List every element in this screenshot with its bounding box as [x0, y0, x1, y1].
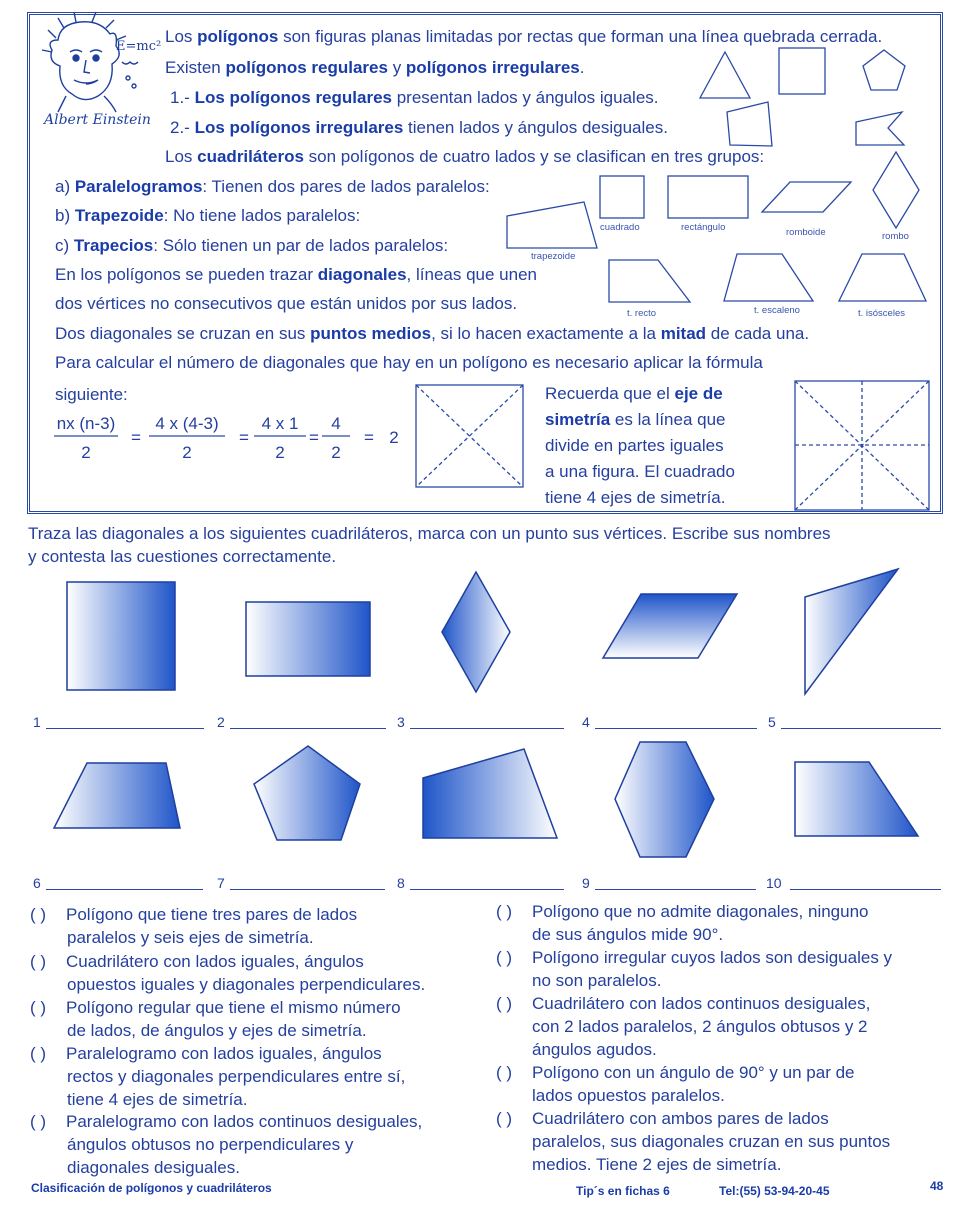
info-line-c: c) Trapecios: Sólo tienen un par de lados paralelos:: [55, 236, 449, 255]
info-line-a: a) Paralelogramos: Tienen dos pares de lados paralelos:: [55, 177, 490, 196]
exercise-shape-3: [442, 572, 510, 692]
exercise-shape-1: [67, 582, 175, 690]
answer-line-5[interactable]: [781, 728, 941, 729]
exercise-shape-5: [805, 569, 898, 694]
answer-paren[interactable]: ( ): [496, 994, 513, 1013]
question-left-2: ( ) Cuadrilátero con lados iguales, ángulos opuestos iguales y diagonales perpendiculares.: [30, 952, 426, 994]
answer-number-6: 6: [33, 875, 41, 891]
answer-line-8[interactable]: [410, 889, 564, 890]
sym-line-1: Recuerda que el eje de: [545, 384, 723, 403]
footer-phone: Tel:(55) 53-94-20-45: [719, 1184, 830, 1198]
label-cuadrado: cuadrado: [600, 222, 640, 233]
formula-n3: 4 x 1: [261, 414, 299, 433]
pentagon-shape: [863, 50, 905, 90]
answer-number-3: 3: [397, 714, 405, 730]
answer-number-10: 10: [766, 875, 782, 891]
answer-paren[interactable]: ( ): [496, 1109, 513, 1128]
info-line-f1: Para calcular el número de diagonales que hay en un polígono es necesario aplicar la fórmula: [55, 353, 763, 372]
info-line-f2: siguiente:: [55, 385, 128, 404]
answer-paren[interactable]: ( ): [30, 998, 47, 1017]
label-trapezoide: trapezoide: [531, 251, 576, 262]
exercise-shape-4: [603, 594, 737, 658]
instructions-line-2: y contesta las cuestiones correctamente.: [28, 547, 337, 566]
info-line-d1: En los polígonos se pueden trazar diagonales, líneas que unen: [55, 265, 537, 284]
answer-paren[interactable]: ( ): [30, 1112, 47, 1131]
info-line-2: Existen polígonos regulares y polígonos irregulares.: [165, 58, 585, 77]
trapezoide-shape: [507, 202, 597, 248]
info-line-5: Los cuadriláteros son polígonos de cuatro lados y se clasifican en tres grupos:: [165, 147, 765, 166]
question-left-4: ( ) Paralelogramo con lados iguales, ángulos rectos y diagonales perpendiculares entre sí, tiene 4 ejes de simetría.: [30, 1044, 406, 1109]
romboide-shape: [762, 182, 851, 212]
question-right-1: ( ) Polígono que no admite diagonales, ninguno de sus ángulos mide 90°.: [496, 902, 869, 944]
triangle-shape: [700, 52, 750, 98]
info-line-b: b) Trapezoide: No tiene lados paralelos:: [55, 206, 361, 225]
answer-number-4: 4: [582, 714, 590, 730]
answer-number-9: 9: [582, 875, 590, 891]
sym-line-2: simetría es la línea que: [545, 410, 726, 429]
einstein-formula: E=mc²: [116, 39, 162, 54]
formula-d4: 2: [331, 443, 341, 462]
info-line-d2: dos vértices no consecutivos que están unidos por sus lados.: [55, 294, 518, 313]
answer-line-2[interactable]: [230, 728, 386, 729]
exercise-shape-9: [615, 742, 714, 857]
irregular-quad-shape: [727, 102, 772, 146]
page-number: 48: [930, 1179, 944, 1193]
question-right-4: ( ) Polígono con un ángulo de 90° y un par de lados opuestos paralelos.: [496, 1063, 855, 1105]
question-right-5: ( ) Cuadrilátero con ambos pares de lados paralelos, sus diagonales cruzan en sus puntos medios. Tiene 2 ejes de simetría.: [496, 1109, 891, 1174]
info-line-4: 2.- Los polígonos irregulares tienen lados y ángulos desiguales.: [170, 118, 668, 137]
answer-paren[interactable]: ( ): [496, 902, 513, 921]
question-left-1: ( ) Polígono que tiene tres pares de lados paralelos y seis ejes de simetría.: [30, 905, 358, 947]
answer-number-5: 5: [768, 714, 776, 730]
label-t-isosceles: t. isósceles: [858, 308, 905, 319]
cuadrado-shape: [600, 176, 644, 218]
trapecio-recto-shape: [609, 260, 690, 302]
footer-brand: Tip´s en fichas 6: [576, 1184, 670, 1198]
info-line-3: 1.- Los polígonos regulares presentan lados y ángulos iguales.: [170, 88, 659, 107]
footer-title: Clasificación de polígonos y cuadriláteros: [31, 1181, 272, 1195]
answer-line-6[interactable]: [46, 889, 203, 890]
formula-d2: 2: [182, 443, 192, 462]
formula-n4: 4: [331, 414, 341, 433]
answer-line-10[interactable]: [790, 889, 941, 890]
info-line-1: Los polígonos son figuras planas limitadas por rectas que forman una línea quebrada cerrada.: [165, 27, 883, 46]
formula-eq3: =: [309, 428, 319, 447]
instructions-line-1: Traza las diagonales a los siguientes cuadriláteros, marca con un punto sus vértices. Escribe sus nombres: [28, 524, 831, 543]
answer-line-9[interactable]: [595, 889, 756, 890]
label-rectangulo: rectángulo: [681, 222, 726, 233]
einstein-portrait-icon: [42, 12, 138, 112]
question-left-3: ( ) Polígono regular que tiene el mismo número de lados, de ángulos y ejes de simetría.: [30, 998, 401, 1040]
answer-number-2: 2: [217, 714, 225, 730]
exercise-shape-2: [246, 602, 370, 676]
formula-eq2: =: [239, 428, 249, 447]
answer-line-3[interactable]: [410, 728, 564, 729]
rombo-shape: [873, 152, 919, 228]
trapecio-escaleno-shape: [724, 254, 813, 301]
irregular-polygon-shape: [856, 112, 904, 145]
formula-d3: 2: [275, 443, 285, 462]
answer-line-4[interactable]: [595, 728, 757, 729]
answer-number-7: 7: [217, 875, 225, 891]
answer-line-7[interactable]: [230, 889, 385, 890]
sym-line-3: divide en partes iguales: [545, 436, 724, 455]
exercise-shape-10: [795, 762, 918, 836]
question-right-3: ( ) Cuadrilátero con lados continuos desiguales, con 2 lados paralelos, 2 ángulos obtusos y 2 ángulos agudos.: [496, 994, 871, 1059]
answer-paren[interactable]: ( ): [30, 1044, 47, 1063]
answer-number-8: 8: [397, 875, 405, 891]
answer-line-1[interactable]: [46, 728, 204, 729]
sym-line-4: a una figura. El cuadrado: [545, 462, 735, 481]
rectangulo-shape: [668, 176, 748, 218]
formula-d1: 2: [81, 443, 91, 462]
label-t-recto: t. recto: [627, 308, 657, 319]
formula-result: 2: [389, 428, 399, 447]
info-line-m: Dos diagonales se cruzan en sus puntos medios, si lo hacen exactamente a la mitad de cada una.: [55, 324, 810, 343]
exercise-shape-8: [423, 749, 557, 838]
answer-paren[interactable]: ( ): [30, 905, 47, 924]
question-right-2: ( ) Polígono irregular cuyos lados son desiguales y no son paralelos.: [496, 948, 893, 990]
question-left-5: ( ) Paralelogramo con lados continuos desiguales, ángulos obtusos no perpendiculares y diagonales desiguales.: [30, 1112, 423, 1177]
answer-paren[interactable]: ( ): [496, 1063, 513, 1082]
einstein-signature: Albert Einstein: [44, 112, 151, 128]
sym-line-5: tiene 4 ejes de simetría.: [545, 488, 726, 507]
label-romboide: romboide: [786, 227, 826, 238]
answer-paren[interactable]: ( ): [496, 948, 513, 967]
trapecio-isosceles-shape: [839, 254, 926, 301]
answer-paren[interactable]: ( ): [30, 952, 47, 971]
answer-number-1: 1: [33, 714, 41, 730]
formula-eq1: =: [131, 428, 141, 447]
exercise-shape-6: [54, 763, 180, 828]
square-shape: [779, 48, 825, 94]
label-rombo: rombo: [882, 231, 909, 242]
label-t-escaleno: t. escaleno: [754, 305, 800, 316]
formula-n1: nx (n-3): [56, 414, 116, 433]
exercise-shape-7: [254, 746, 360, 840]
formula-n2: 4 x (4-3): [155, 414, 219, 433]
formula-eq4: =: [364, 428, 374, 447]
